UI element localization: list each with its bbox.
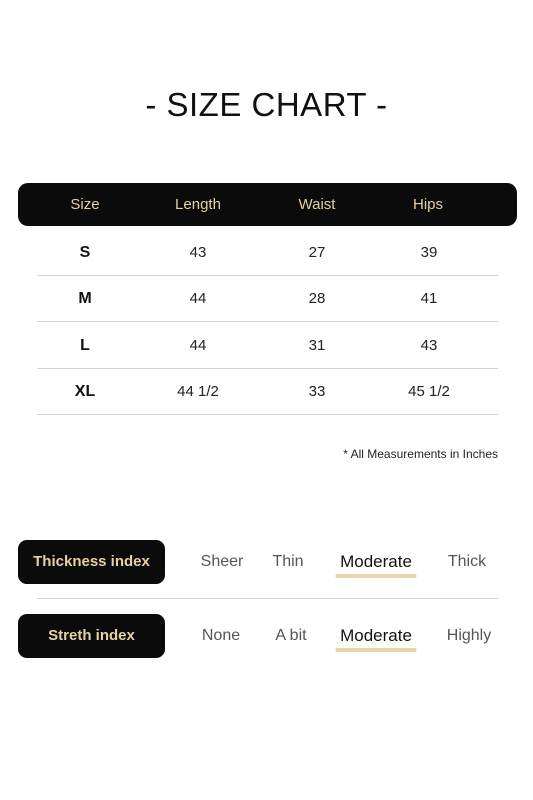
measurement-note: * All Measurements in Inches [343,447,498,461]
header-size: Size [70,196,100,213]
cell-size: XL [74,383,96,400]
stretch-option-none: None [201,627,241,644]
table-row [37,230,498,276]
cell-size: S [79,244,91,261]
cell-size: L [80,337,90,354]
cell-waist: 33 [308,383,326,400]
thickness-option-moderate: Moderate [340,552,412,571]
header-length: Length [175,196,221,213]
stretch-option-a-bit: A bit [275,627,307,644]
thickness-index-label: Thickness index [18,540,165,584]
cell-length: 44 [189,290,207,307]
cell-hips: 39 [420,244,438,261]
cell-waist: 31 [308,337,326,354]
cell-waist: 27 [308,244,326,261]
table-row [37,276,498,322]
stretch-option-highly: Highly [446,627,492,644]
cell-size: M [78,290,92,307]
table-row [37,323,498,369]
cell-length: 43 [189,244,207,261]
cell-length: 44 [189,337,207,354]
header-hips: Hips [412,196,444,213]
thickness-selected-underline [336,574,417,578]
cell-waist: 28 [308,290,326,307]
stretch-index-label: Streth index [18,614,165,658]
stretch-selected-underline [336,648,417,652]
thickness-option-thick: Thick [447,553,487,570]
thickness-option-sheer: Sheer [200,553,244,570]
page-title: - SIZE CHART - [145,86,388,123]
cell-hips: 45 1/2 [408,383,450,400]
stretch-option-moderate: Moderate [340,626,412,645]
table-row [37,369,498,415]
thickness-option-thin: Thin [272,553,304,570]
header-waist: Waist [298,196,336,213]
cell-hips: 41 [420,290,438,307]
cell-hips: 43 [420,337,438,354]
divider [37,598,498,599]
cell-length: 44 1/2 [177,383,219,400]
table-header [18,183,517,226]
